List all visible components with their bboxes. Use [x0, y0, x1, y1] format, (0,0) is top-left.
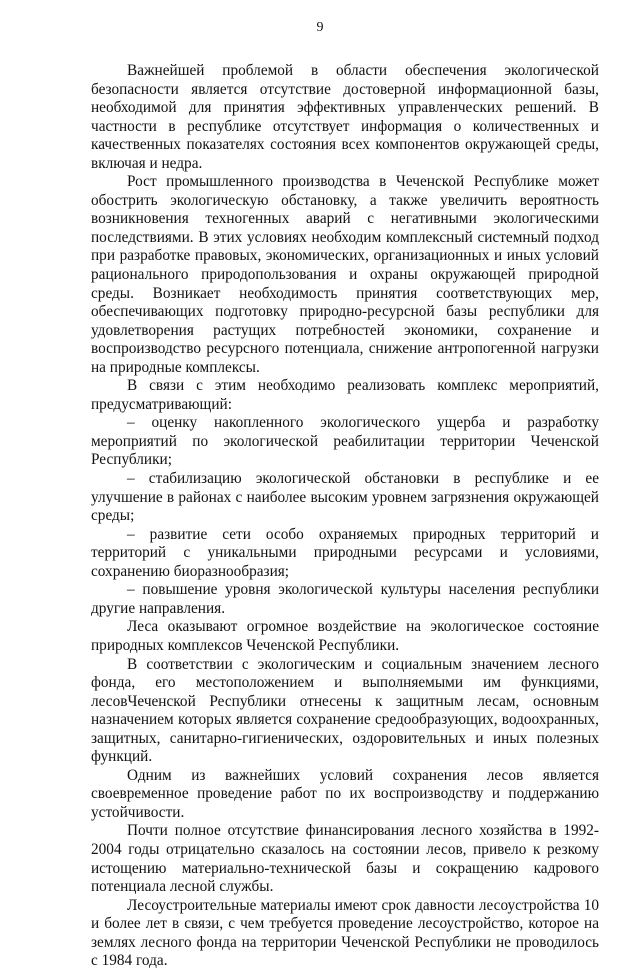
paragraph-forest-inventory: Лесоустроительные материалы имеют срок давности лесоустройства 10 и более лет в связи, с чем требуется проведение лесоустройство, которое на землях лесного фонда на территории Чеченской Республики не проводилось с 1984 года. [91, 896, 599, 970]
paragraph-industrial-growth: Рост промышленного производства в Чеченской Республике может обострить экологическую обстановку, а также увеличить вероятность возникновения техногенных аварий с негативными экологическими последствиями. В этих условиях необходим комплексный системный подход при разработке правовых, экономических, организационных и иных условий рационального природопользования и охраны окружающей природной среды. Возникает необходимость принятия соответствующих мер, обеспечивающих подготовку природно-ресурсной базы республики для удовлетворения растущих потребностей экономики, сохранение и воспроизводство ресурсного потенциала, снижение антропогенной нагрузки на природные комплексы. [91, 173, 599, 376]
paragraph-financing: Почти полное отсутствие финансирования лесного хозяйства в 1992-2004 годы отрицательно сказалось на состоянии лесов, привело к резкому истощению материально-технической базы и сокращению кадрового потенциала лесной службы. [91, 822, 599, 896]
list-item-damage-assessment: – оценку накопленного экологического ущерба и разработку мероприятий по экологической реабилитации территории Чеченской Республики; [91, 414, 599, 469]
list-item-stabilization: – стабилизацию экологической обстановки в республике и ее улучшение в районах с наиболее высоким уровнем загрязнения окружающей среды; [91, 470, 599, 525]
paragraph-forest-fund-status: В соответствии с экологическим и социальным значением лесного фонда, его местоположением и выполняемыми им функциями, лесовЧеченской Республики отнесены к защитным лесам, основным назначением которых является сохранение средообразующих, водоохранных, защитных, санитарно-гигиенических, оздоровительных и иных полезных функций. [91, 655, 599, 766]
list-item-ecological-culture: – повышение уровня экологической культуры населения республики другие направления. [91, 581, 599, 617]
paragraph-forest-conservation: Одним из важнейших условий сохранения лесов является своевременное проведение работ по их воспроизводству и поддержанию устойчивости. [91, 766, 599, 821]
list-item-protected-areas: – развитие сети особо охраняемых природных территорий и территорий с уникальными природными ресурсами и условиями, сохранению биоразнообразия; [91, 525, 599, 580]
paragraph-ecological-information-base: Важнейшей проблемой в области обеспечения экологической безопасности является отсутствие достоверной информационной базы, необходимой для принятия эффективных управленческих решений. В частности в республике отсутствует информация о количественных и качественных показателях состояния всех компонентов окружающей среды, включая и недра. [91, 62, 599, 172]
paragraph-measures-intro: В связи с этим необходимо реализовать комплекс мероприятий, предусматривающий: [91, 377, 599, 413]
page-number: 9 [316, 20, 324, 35]
paragraph-forests-impact: Леса оказывают огромное воздействие на экологическое состояние природных комплексов Чеченской Республики. [91, 618, 599, 654]
document-body [91, 62, 599, 971]
